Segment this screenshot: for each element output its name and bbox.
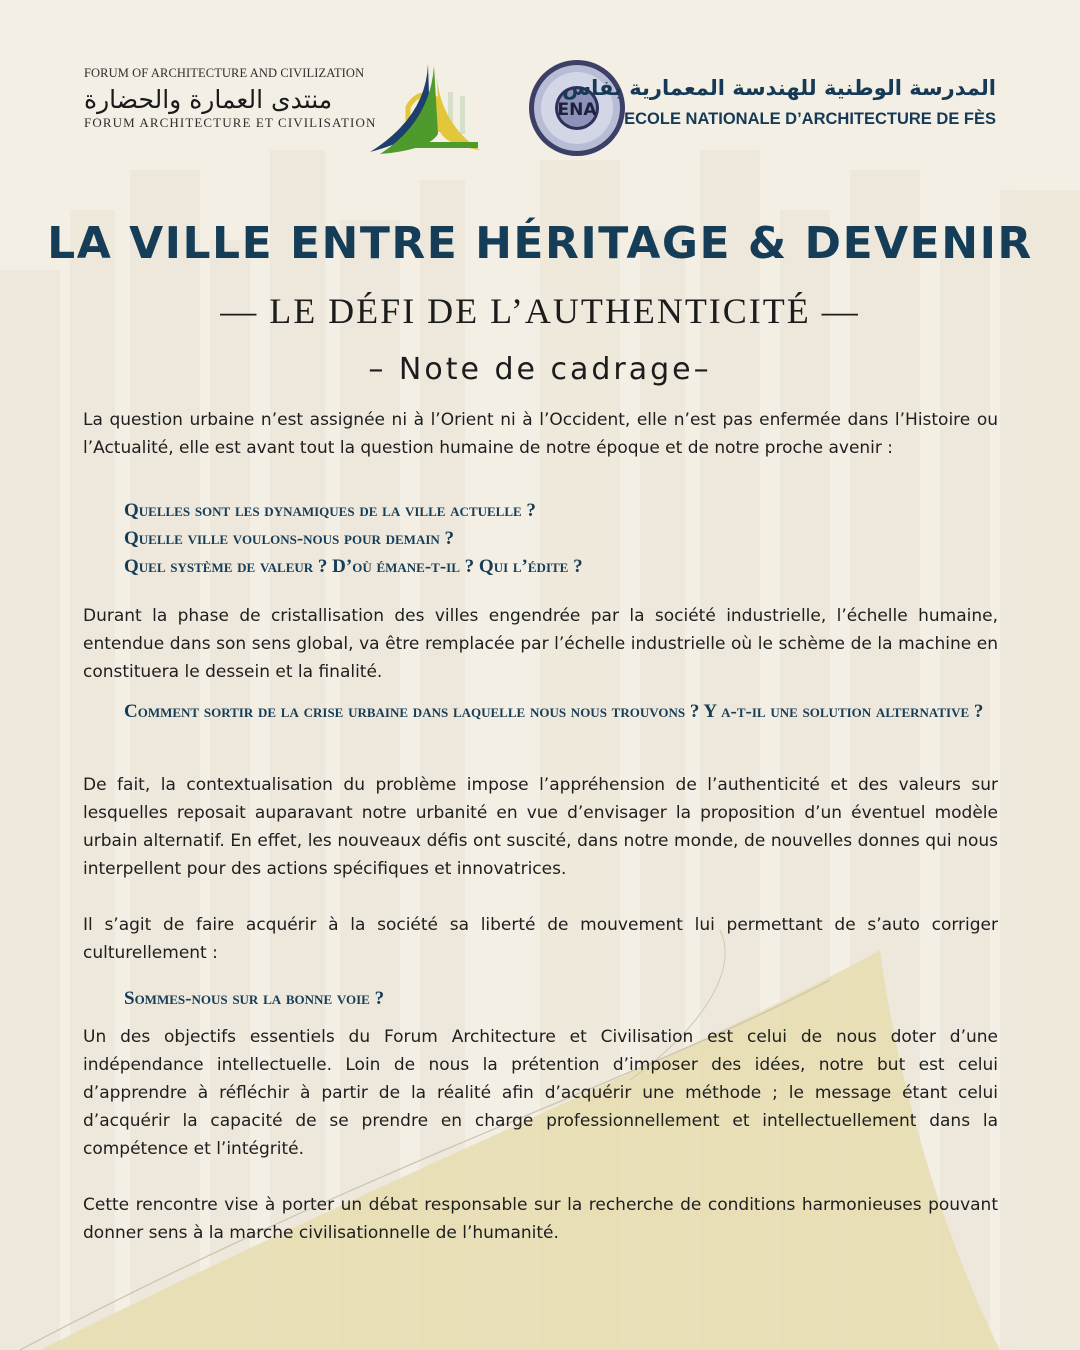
paragraph-1: La question urbaine n’est assignée ni à l’Orient ni à l’Occident, elle n’est pas enfermée dans l’Histoire ou l’Actualité, elle est avant tout la question humaine de notre époque et de notre proche avenir : (83, 410, 998, 458)
paragraph-6: Cette rencontre vise à porter un débat responsable sur la recherche de conditions harmonieuses pouvant donner sens à la marche civilisationnelle de l’humanité. (83, 1195, 998, 1243)
paragraph-4: Il s’agit de faire acquérir à la société sa liberté de mouvement lui permettant de s’auto corriger culturellement : (83, 915, 998, 963)
subtitle: — LE DÉFI DE L’AUTHENTICITÉ — (220, 291, 860, 331)
note-label: – Note de cadrage– (368, 352, 712, 387)
question-3: Quel système de valeur ? D’où émane-t-il ? Qui l’édite ? (124, 556, 583, 577)
paragraph-3: De fait, la contextualisation du problème impose l’appréhension de l’authenticité et des valeurs sur lesquelles reposait auparavant notre urbanité en vue d’envisager la proposition d’un éventuel modèle urbain alternatif. En effet, les nouveaux défis ont suscité, dans notre monde, de nouvelles donnes qui nous interpellent pour des actions spécifiques et innovatrices. (83, 775, 998, 879)
question-4: Comment sortir de la crise urbaine dans laquelle nous nous trouvons ? Y a-t-il une solution alternative ? (124, 701, 984, 722)
ena-seal-text: ENA (557, 100, 597, 120)
question-1: Quelles sont les dynamiques de la ville actuelle ? (124, 500, 536, 521)
paragraph-5: Un des objectifs essentiels du Forum Architecture et Civilisation est celui de nous doter d’une indépendance intellectuelle. Loin de nous la prétention d’imposer des idées, notre but est celui d’apprendre à réfléchir à partir de la réalité afin d’acquérir une méthode ; le message étant celui d’acquérir la capacité de se prendre en charge professionnellement et intellectuellement dans la compétence et l’intégrité. (83, 1027, 998, 1159)
main-title: LA VILLE ENTRE HÉRITAGE & DEVENIR (47, 218, 1033, 269)
question-2: Quelle ville voulons-nous pour demain ? (124, 528, 455, 549)
forum-header (84, 66, 377, 131)
school-name-ar: المدرسة الوطنية للهندسة المعمارية بفاس (562, 76, 996, 100)
forum-name-en: FORUM OF ARCHITECTURE AND CIVILIZATION (84, 66, 365, 80)
paragraph-2: Durant la phase de cristallisation des villes engendrée par la société industrielle, l’échelle humaine, entendue dans son sens global, va être remplacée par l’échelle industrielle où le schème de la machine en constituera le dessein et la finalité. (83, 606, 998, 682)
forum-name-ar: منتدى العمارة والحضارة (84, 85, 333, 114)
forum-logo-icon (368, 62, 484, 156)
forum-name-fr: FORUM ARCHITECTURE ET CIVILISATION (84, 115, 377, 130)
question-5: Sommes-nous sur la bonne voie ? (124, 988, 385, 1009)
school-header (562, 76, 996, 129)
school-name-fr: ECOLE NATIONALE D’ARCHITECTURE DE FÈS (624, 110, 996, 128)
